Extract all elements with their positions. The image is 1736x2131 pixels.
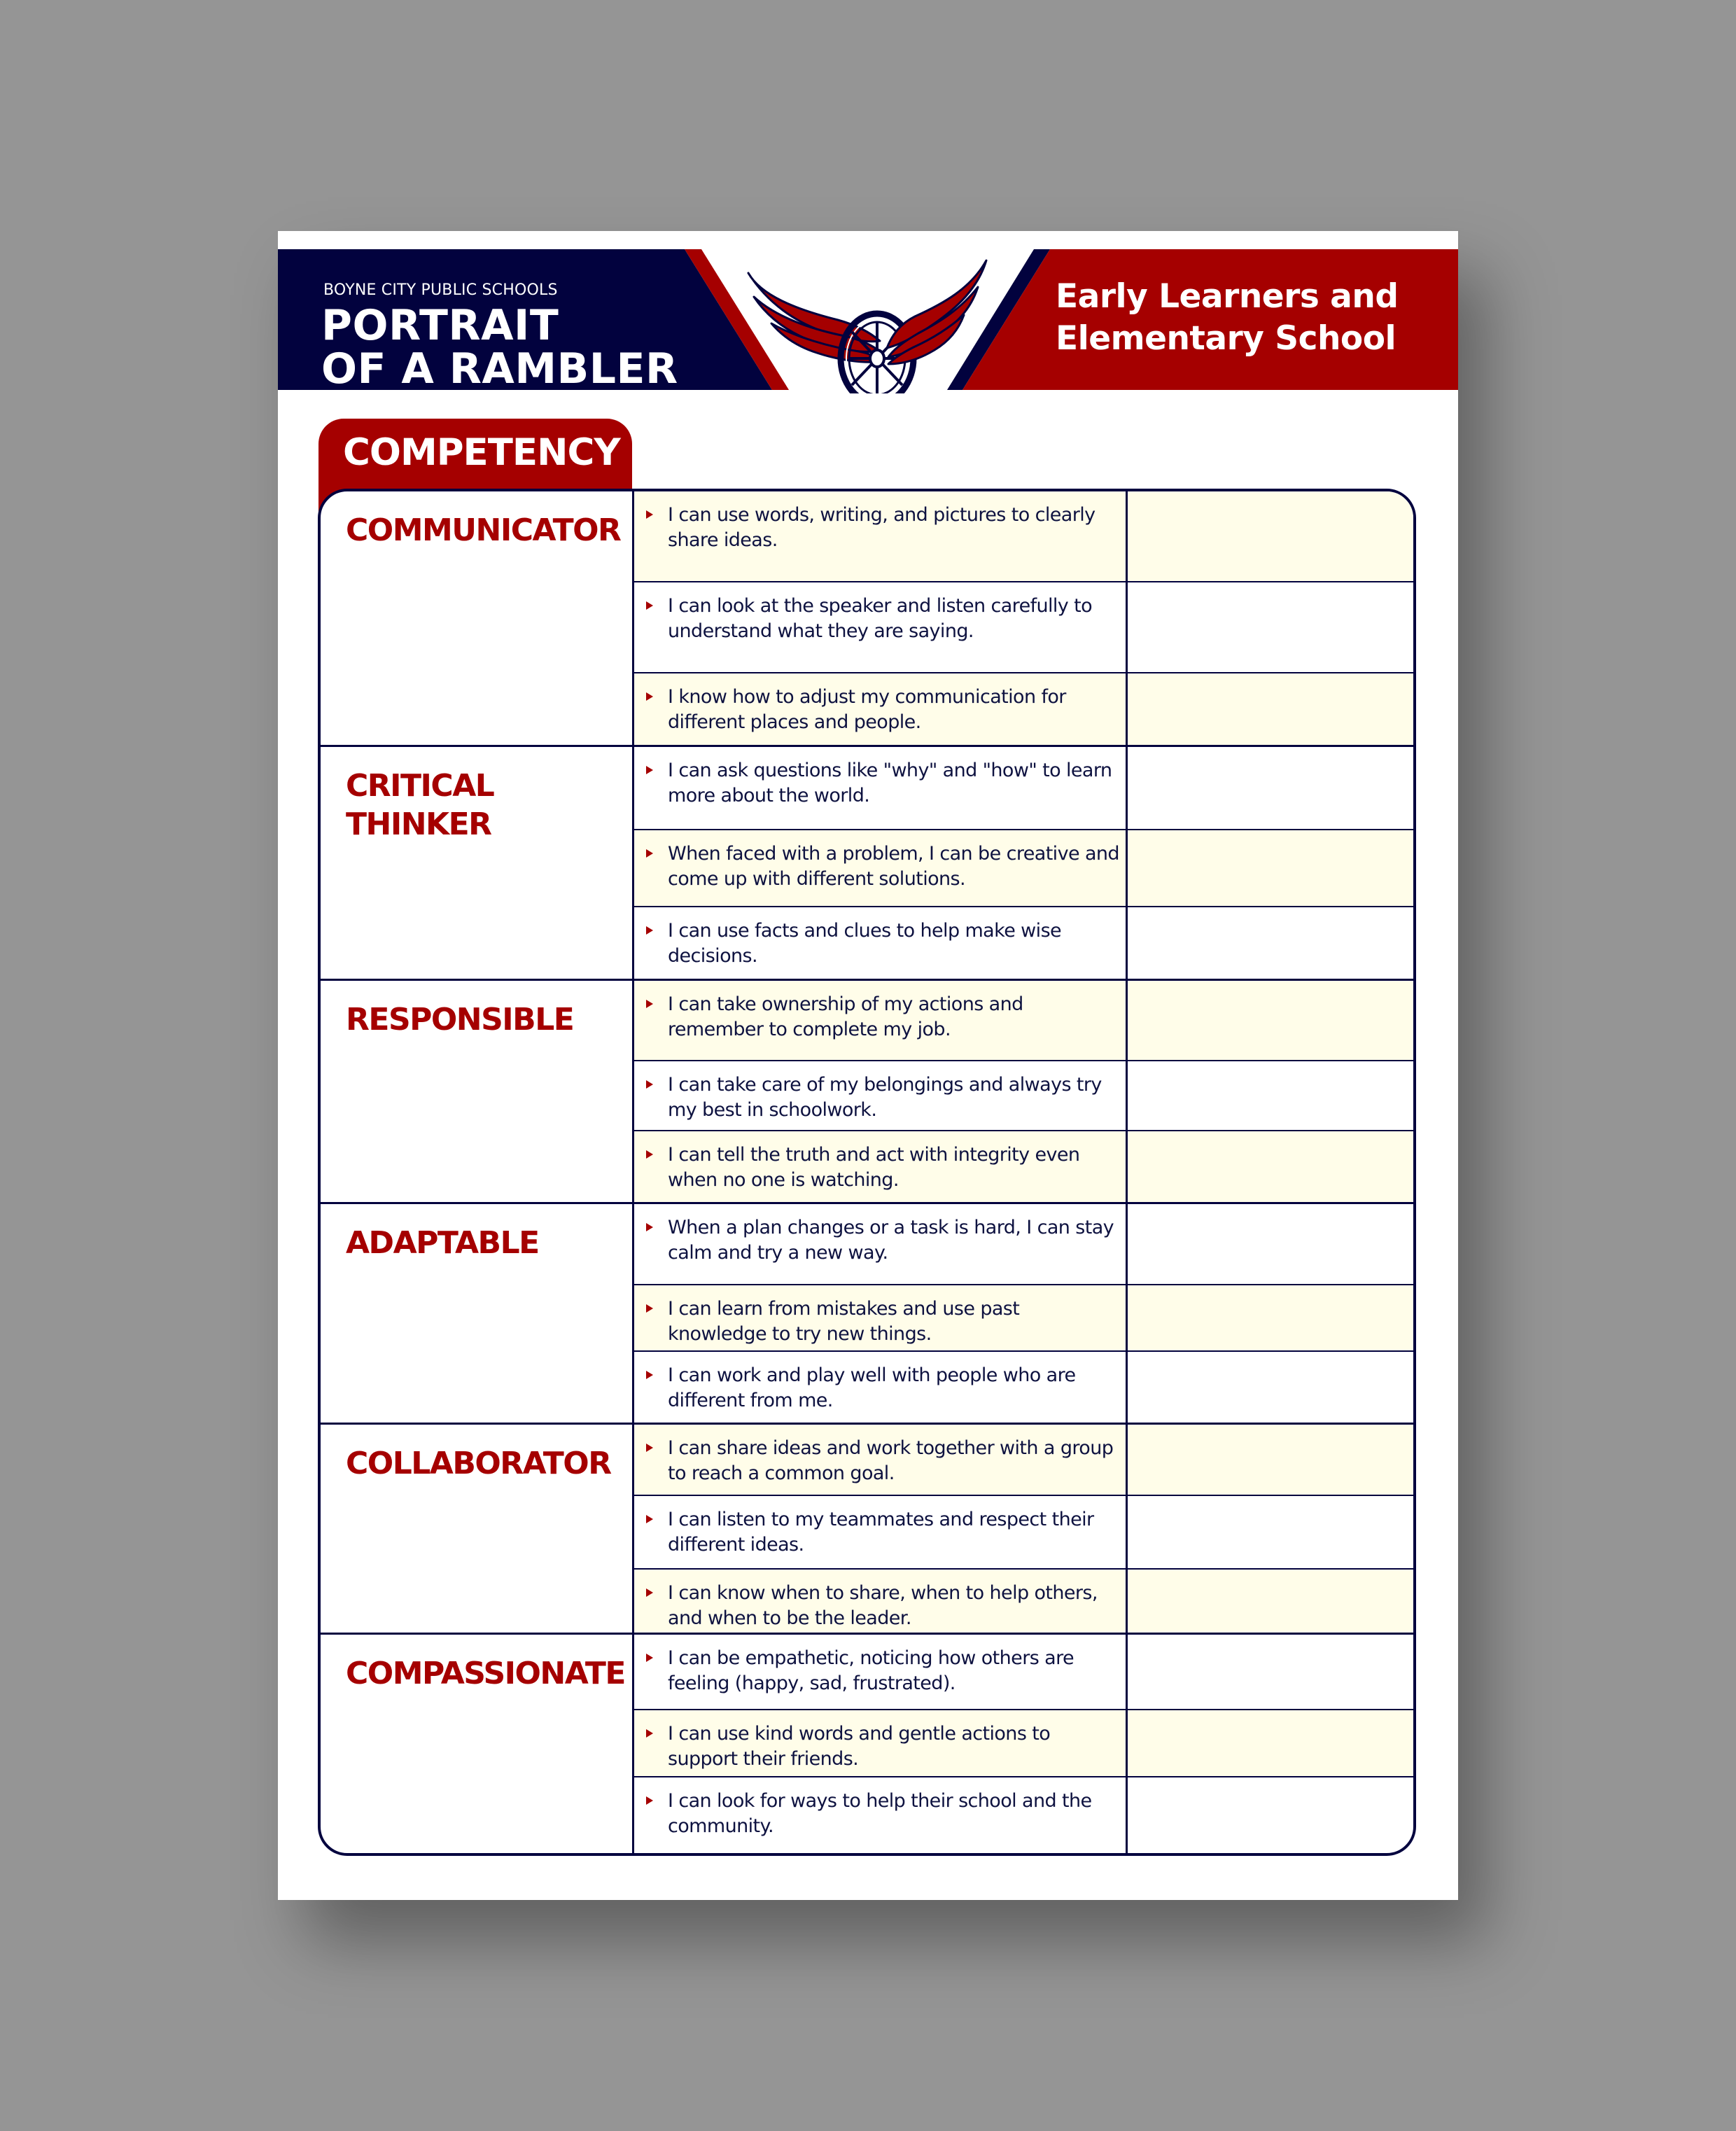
table-row <box>634 1425 1413 1495</box>
row-statement: I can be empathetic, noticing how others are feeling (happy, sad, frustrated). <box>668 1647 1074 1694</box>
triangle-bullet-icon <box>646 849 653 858</box>
winged-wheel-icon <box>733 253 999 393</box>
response-cell[interactable] <box>1128 1777 1413 1856</box>
competency-label: RESPONSIBLE <box>346 1002 574 1037</box>
table-row <box>634 1776 1413 1856</box>
competency-label: ADAPTABLE <box>346 1225 539 1261</box>
triangle-bullet-icon <box>646 1588 653 1597</box>
response-cell[interactable] <box>1128 1635 1413 1709</box>
competency-group-communicator <box>321 491 1413 745</box>
table-row <box>634 1568 1413 1635</box>
column-divider <box>632 747 634 979</box>
triangle-bullet-icon <box>646 692 653 701</box>
triangle-bullet-icon <box>646 1654 653 1662</box>
rubric-page <box>278 231 1458 1900</box>
table-row <box>634 1350 1413 1425</box>
row-statement: I can work and play well with people who are different from me. <box>668 1364 1076 1411</box>
page-title <box>321 301 678 393</box>
row-statement: I can share ideas and work together with a group to reach a common goal. <box>668 1437 1114 1484</box>
table-row <box>634 1204 1413 1284</box>
triangle-bullet-icon <box>646 926 653 935</box>
row-statement: I can ask questions like "why" and "how" to learn more about the world. <box>668 760 1112 806</box>
column-divider <box>1126 491 1128 745</box>
header-banner <box>278 249 1458 393</box>
response-cell[interactable] <box>1128 747 1413 829</box>
response-cell[interactable] <box>1128 907 1413 981</box>
table-row <box>634 747 1413 829</box>
table-row <box>634 1495 1413 1568</box>
title-line-1: PORTRAIT <box>321 301 559 350</box>
competency-label: COMPASSIONATE <box>346 1656 625 1691</box>
audience-title <box>1056 276 1399 360</box>
column-divider <box>1126 1635 1128 1856</box>
table-row <box>634 491 1413 581</box>
row-statement: I can use words, writing, and pictures to clearly share ideas. <box>668 504 1096 551</box>
row-statement: I can tell the truth and act with integrity even when no one is watching. <box>668 1144 1080 1191</box>
triangle-bullet-icon <box>646 1080 653 1089</box>
triangle-bullet-icon <box>646 1796 653 1805</box>
competency-header: COMPETENCY <box>343 431 620 474</box>
response-cell[interactable] <box>1128 1204 1413 1284</box>
table-row <box>634 1130 1413 1204</box>
row-statement: I can use facts and clues to help make wise decisions. <box>668 920 1062 967</box>
row-statement: I can look for ways to help their school and the community. <box>668 1790 1092 1837</box>
response-cell[interactable] <box>1128 1131 1413 1204</box>
triangle-bullet-icon <box>646 1223 653 1231</box>
table-row <box>634 1635 1413 1709</box>
competency-label: COLLABORATOR <box>346 1446 611 1481</box>
response-cell[interactable] <box>1128 673 1413 745</box>
row-statement: I can take ownership of my actions and remember to complete my job. <box>668 993 1023 1040</box>
response-cell[interactable] <box>1128 1352 1413 1425</box>
triangle-bullet-icon <box>646 601 653 610</box>
response-cell[interactable] <box>1128 1496 1413 1568</box>
triangle-bullet-icon <box>646 1515 653 1523</box>
response-cell[interactable] <box>1128 1061 1413 1130</box>
triangle-bullet-icon <box>646 1150 653 1159</box>
competency-group-compassionate <box>321 1633 1413 1856</box>
triangle-bullet-icon <box>646 1729 653 1738</box>
row-statement: I know how to adjust my communication for different places and people. <box>668 686 1066 733</box>
triangle-bullet-icon <box>646 1371 653 1379</box>
row-statement: I can learn from mistakes and use past knowledge to try new things. <box>668 1298 1020 1345</box>
response-cell[interactable] <box>1128 1570 1413 1635</box>
competency-group-responsible <box>321 979 1413 1202</box>
column-divider <box>1126 1204 1128 1423</box>
response-cell[interactable] <box>1128 1425 1413 1495</box>
table-row <box>634 581 1413 672</box>
response-cell[interactable] <box>1128 1285 1413 1350</box>
row-statement: I can look at the speaker and listen carefully to understand what they are saying. <box>668 595 1093 642</box>
column-divider <box>1126 981 1128 1202</box>
competency-label: COMMUNICATOR <box>346 512 621 548</box>
response-cell[interactable] <box>1128 830 1413 906</box>
row-statement: When faced with a problem, I can be creative and come up with different solutions. <box>668 843 1119 890</box>
table-row <box>634 981 1413 1060</box>
table-row <box>634 672 1413 745</box>
table-row <box>634 906 1413 981</box>
triangle-bullet-icon <box>646 1304 653 1313</box>
column-divider <box>632 1204 634 1423</box>
row-statement: I can listen to my teammates and respect their different ideas. <box>668 1509 1094 1556</box>
column-divider <box>632 1425 634 1633</box>
table-row <box>634 1709 1413 1776</box>
subtitle-line-2: Elementary School <box>1056 319 1396 358</box>
row-statement: When a plan changes or a task is hard, I can stay calm and try a new way. <box>668 1217 1114 1264</box>
response-cell[interactable] <box>1128 1710 1413 1776</box>
competency-group-collaborator <box>321 1423 1413 1633</box>
column-divider <box>1126 747 1128 979</box>
competency-table <box>318 489 1416 1856</box>
column-divider <box>632 491 634 745</box>
row-statement: I can take care of my belongings and always try my best in schoolwork. <box>668 1074 1102 1121</box>
school-name: BOYNE CITY PUBLIC SCHOOLS <box>323 281 558 299</box>
table-row <box>634 1284 1413 1350</box>
competency-group-adaptable <box>321 1202 1413 1423</box>
competency-group-critical-thinker <box>321 745 1413 979</box>
triangle-bullet-icon <box>646 1444 653 1452</box>
table-row <box>634 829 1413 906</box>
row-statement: I can use kind words and gentle actions to support their friends. <box>668 1723 1051 1770</box>
column-divider <box>1126 1425 1128 1633</box>
column-divider <box>632 1635 634 1856</box>
title-line-2: OF A RAMBLER <box>321 344 678 393</box>
subtitle-line-1: Early Learners and <box>1056 277 1399 316</box>
triangle-bullet-icon <box>646 510 653 519</box>
triangle-bullet-icon <box>646 766 653 774</box>
row-statement: I can know when to share, when to help others, and when to be the leader. <box>668 1582 1098 1629</box>
response-cell[interactable] <box>1128 491 1413 581</box>
table-row <box>634 1060 1413 1130</box>
competency-label: CRITICAL THINKER <box>346 768 494 842</box>
column-divider <box>632 981 634 1202</box>
response-cell[interactable] <box>1128 582 1413 672</box>
triangle-bullet-icon <box>646 1000 653 1008</box>
response-cell[interactable] <box>1128 981 1413 1060</box>
